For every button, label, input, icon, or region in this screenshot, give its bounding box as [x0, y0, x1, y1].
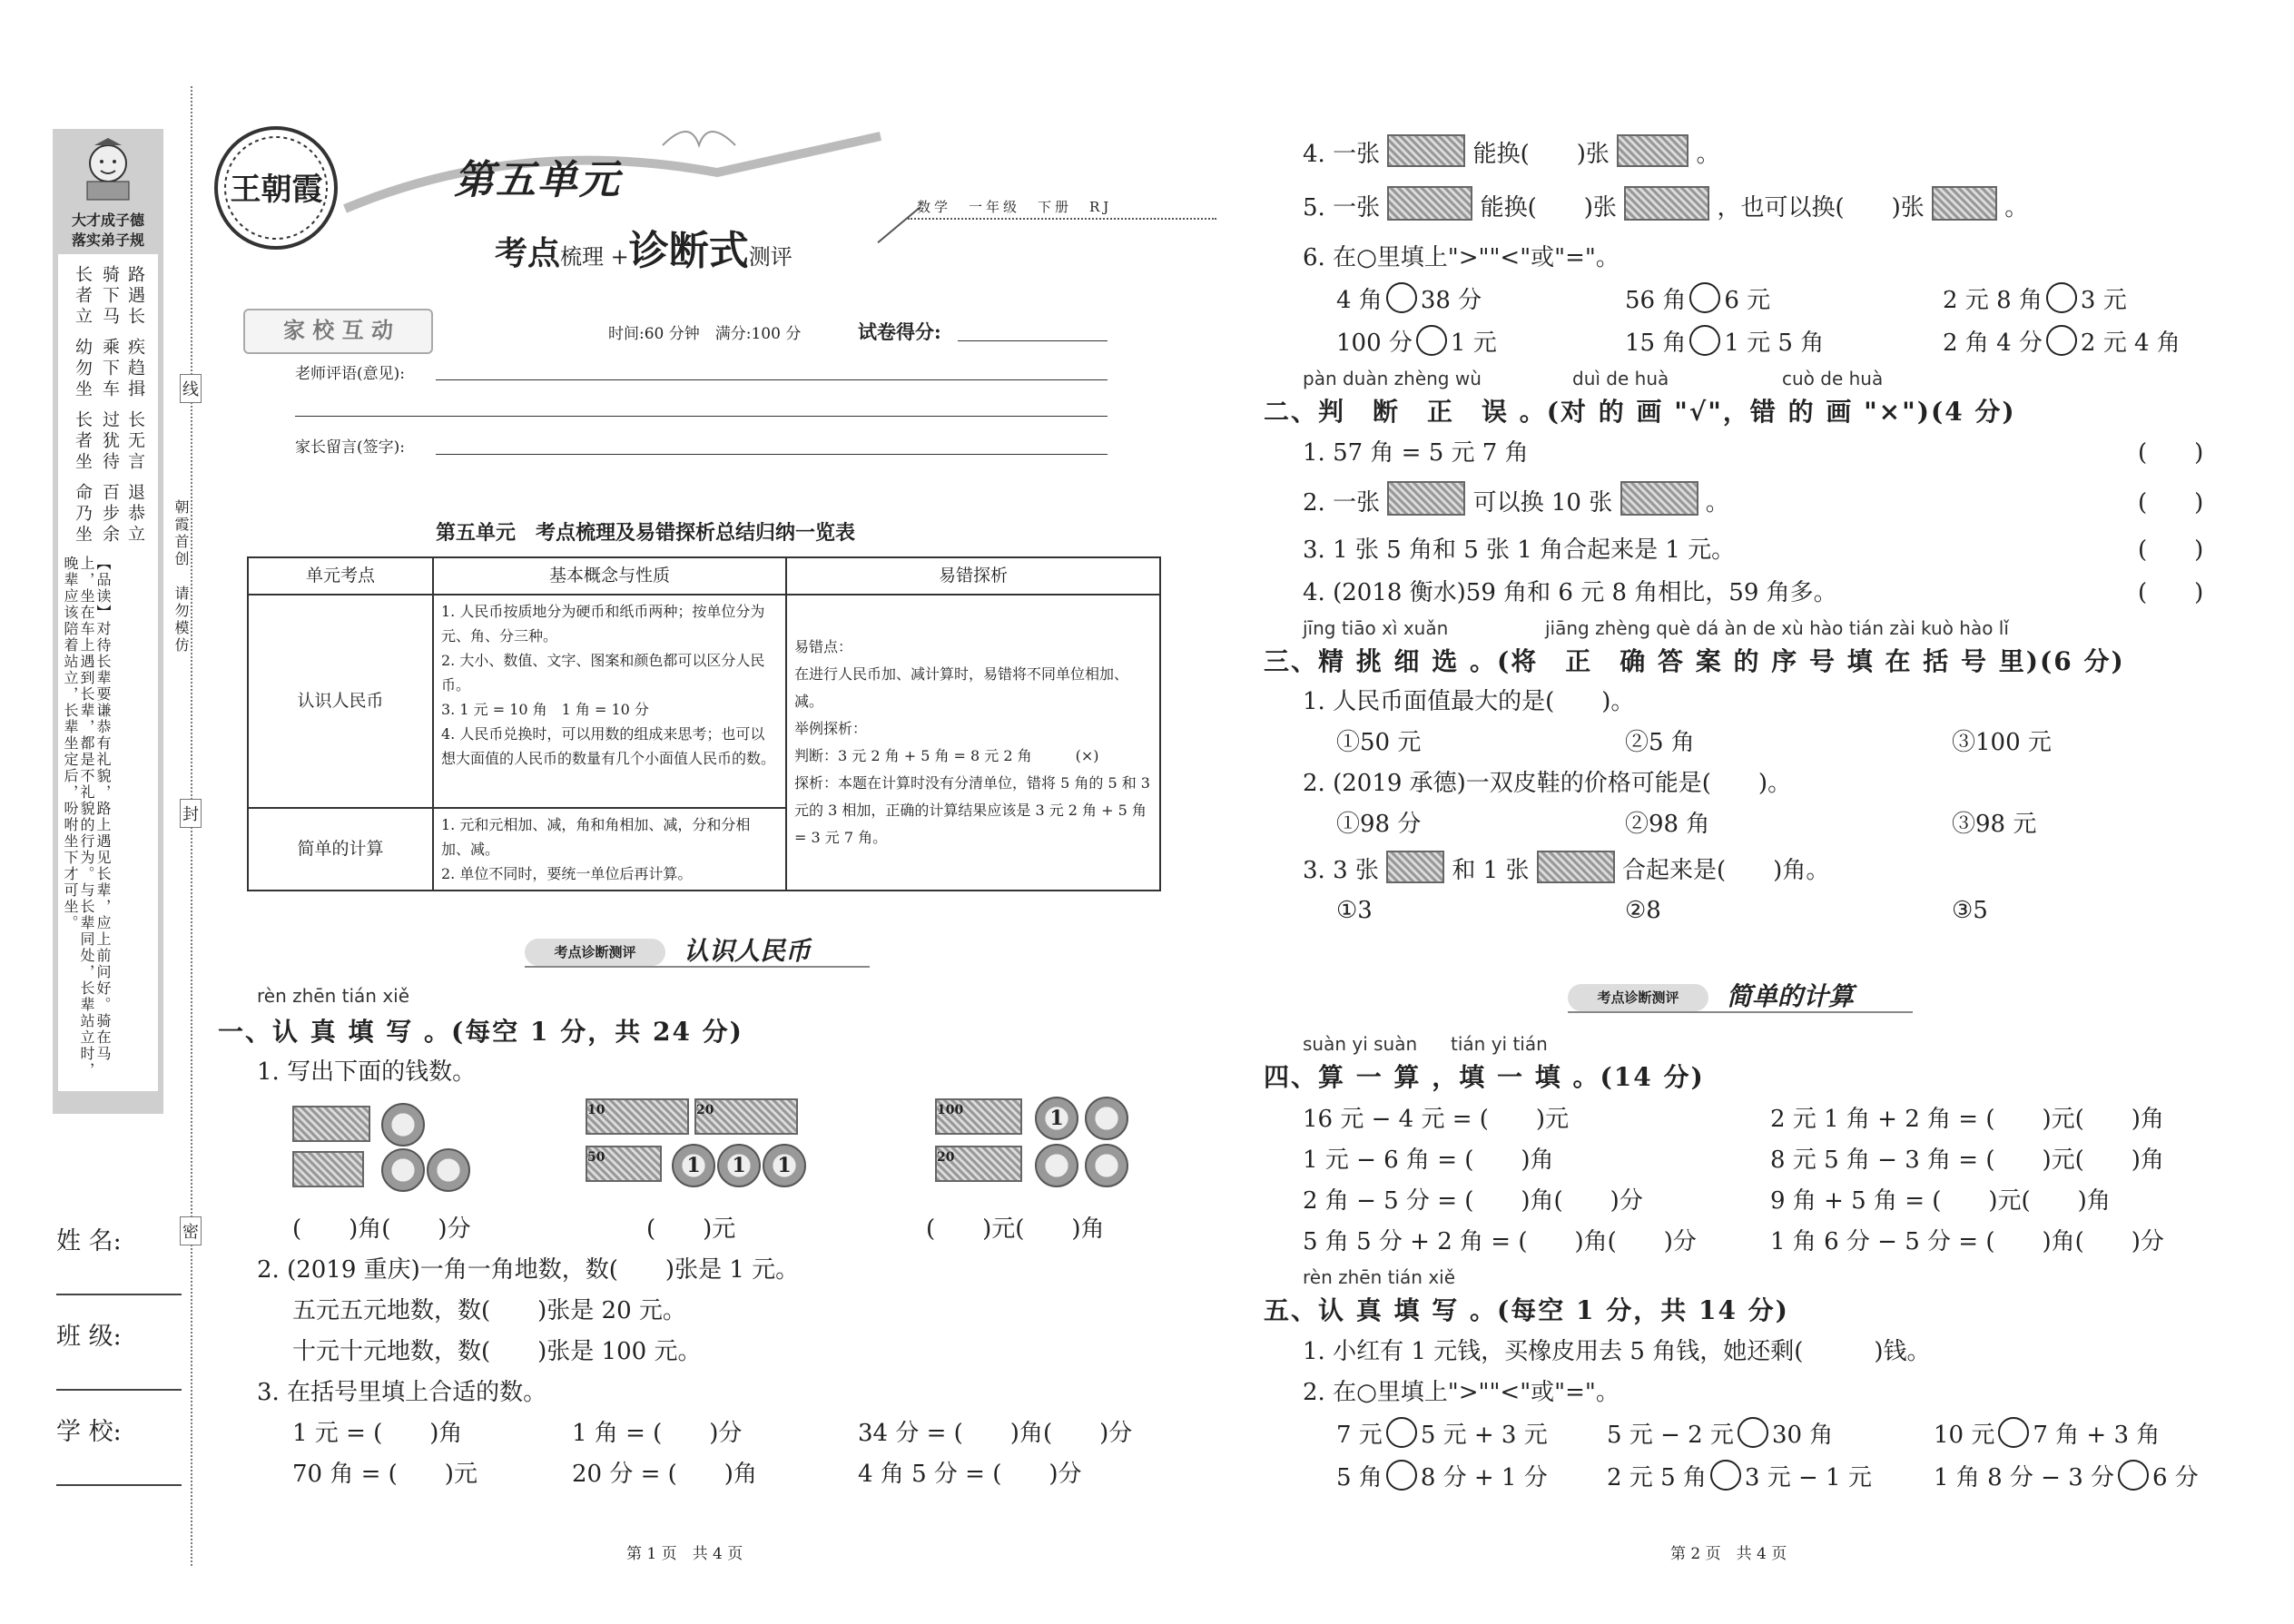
- score-label: 试卷得分:: [858, 320, 941, 343]
- q-text: 。: [1705, 489, 1729, 517]
- parent-field[interactable]: [436, 454, 1108, 455]
- calc-item[interactable]: 9 角 + 5 角 = ( )元( )角: [1770, 1187, 2111, 1215]
- question: 2. 在○里填上">""<"或"="。: [1303, 1379, 1620, 1406]
- brand-name: 王朝霞: [230, 172, 323, 208]
- question: [1303, 134, 1719, 169]
- compare-item[interactable]: [1625, 324, 1824, 358]
- fill-item[interactable]: 4 角 5 分 = ( )分: [858, 1461, 1082, 1488]
- question: 1. 小红有 1 元钱，买橡皮用去 5 角钱，她还剩( )钱。: [1303, 1338, 1931, 1365]
- option[interactable]: ①50 元: [1336, 729, 1422, 756]
- rhs: 8 分 + 1 分: [1420, 1464, 1548, 1491]
- table-header: 易错探析: [786, 557, 1160, 595]
- banknote-icon: [935, 1146, 1022, 1182]
- banner-arrow: [525, 966, 870, 968]
- option[interactable]: ①3: [1336, 897, 1373, 924]
- motto-top: 大才成子德: [71, 212, 144, 229]
- q-text: 。: [1696, 141, 1720, 168]
- coin-icon: [427, 1148, 470, 1192]
- option[interactable]: ③100 元: [1952, 729, 2052, 756]
- option[interactable]: ②5 角: [1625, 729, 1695, 756]
- banknote-icon: [292, 1151, 364, 1187]
- compare-circle[interactable]: [1386, 1460, 1417, 1491]
- table-concepts: 1. 人民币按质地分为硬币和纸币两种；按单位分为元、角、分三种。 2. 大小、数值、文字、图案和颜色都可以区分人民币。 3. 1 元 = 10 角 1 角 = 10 分 4. 人民币兑换时，可以用数的组成来思考；也可以想大面值的人民币的数量有几个小面值人民币的数。: [433, 595, 786, 808]
- rhs: 30 角: [1771, 1422, 1834, 1449]
- question: [1303, 481, 1729, 517]
- question: 1. 57 角 = 5 元 7 角: [1303, 439, 1529, 467]
- teacher-field[interactable]: [436, 379, 1108, 380]
- calc-item[interactable]: 1 角 6 分 − 5 分 = ( )角( )分: [1770, 1228, 2164, 1255]
- compare-circle[interactable]: [1689, 282, 1720, 313]
- lhs: 2 元 8 角: [1943, 287, 2043, 314]
- banner-title: 简单的计算: [1727, 981, 1855, 1011]
- banknote-icon: [1617, 134, 1689, 167]
- answer-blank[interactable]: ( )元: [646, 1216, 736, 1243]
- rhs: 1 元 5 角: [1724, 330, 1825, 357]
- banknote-icon: [1387, 481, 1465, 516]
- judge-blank[interactable]: ( ): [2138, 439, 2204, 467]
- summary-table: [247, 556, 1161, 891]
- option[interactable]: ③98 元: [1952, 811, 2037, 838]
- pinyin: jīng tiāo xì xuǎn: [1303, 617, 1449, 639]
- judge-blank[interactable]: ( ): [2138, 489, 2204, 517]
- section-banner: [1568, 980, 1913, 1015]
- question: 2. (2019 承德)一双皮鞋的价格可能是( )。: [1303, 770, 1792, 797]
- section-title: 四、算 一 算 ，填 一 填 。(14 分): [1264, 1062, 1705, 1092]
- copyright-note: 朝霞首创 请勿模仿: [172, 499, 190, 655]
- fill-item[interactable]: 20 分 = ( )角: [572, 1461, 757, 1488]
- compare-item[interactable]: [1607, 1459, 1872, 1492]
- calc-item[interactable]: 2 角 − 5 分 = ( )角( )分: [1303, 1187, 1643, 1215]
- rhs: 6 分: [2152, 1464, 2199, 1491]
- class-label: 班 级:: [56, 1323, 122, 1351]
- section-title: 二、判 断 正 误 。(对 的 画 "√"，错 的 画 "×")(4 分): [1264, 397, 2016, 427]
- question: 1. 人民币面值最大的是( )。: [1303, 688, 1635, 715]
- motto-bottom: 落实弟子规: [71, 231, 144, 249]
- compare-item[interactable]: [1336, 324, 1497, 358]
- lhs: 100 分: [1336, 330, 1413, 357]
- section-title: 一、认 真 填 写 。(每空 1 分，共 24 分): [218, 1017, 743, 1047]
- coin-icon: [1085, 1097, 1128, 1140]
- question: 2. (2019 重庆)一角一角地数，数( )张是 1 元。: [257, 1256, 800, 1284]
- pinyin: rèn zhēn tián xiě: [257, 985, 410, 1007]
- compare-circle[interactable]: [1710, 1460, 1741, 1491]
- question: 五元五元地数，数( )张是 20 元。: [292, 1297, 686, 1324]
- option[interactable]: ③5: [1952, 897, 1988, 924]
- banknote-icon: [1624, 186, 1709, 221]
- section-banner: [525, 935, 870, 969]
- teacher-field-line2[interactable]: [295, 416, 1108, 417]
- coin-icon: 1: [672, 1144, 715, 1187]
- poem-col: 疾趋揖: [125, 338, 145, 400]
- q-text: 3. 3 张: [1303, 857, 1379, 884]
- score-field[interactable]: [958, 340, 1108, 341]
- note-value: 10: [587, 1103, 605, 1117]
- rhs: 7 角 + 3 角: [2033, 1422, 2161, 1449]
- banknote-icon: [1620, 481, 1698, 516]
- home-school-label: 家 校 互 动: [243, 309, 433, 354]
- pinyin: duì de huà: [1572, 368, 1669, 389]
- reading-text: 【品读】对待长辈要谦恭有礼貌，路上遇见长辈，应上前问好。骑在马上，坐在车上遇到长辈，都是不礼貌的行为。与长辈同处，长辈站立时，晚辈应该陪着站立，长辈坐定后，吩咐坐下才可坐。: [62, 556, 112, 1078]
- lhs: 15 角: [1625, 330, 1687, 357]
- coin-icon: [381, 1148, 425, 1192]
- teacher-label: 老师评语(意见):: [295, 365, 405, 383]
- lhs: 1 角 8 分 − 3 分: [1934, 1464, 2114, 1491]
- compare-circle[interactable]: [1738, 1417, 1768, 1448]
- rhs: 3 元 − 1 元: [1744, 1464, 1872, 1491]
- poem-col: 百步余: [100, 483, 120, 546]
- coin-icon: [1035, 1144, 1078, 1187]
- calc-item[interactable]: 1 元 − 6 角 = ( )角: [1303, 1147, 1554, 1174]
- compare-item[interactable]: [1336, 281, 1482, 315]
- compare-circle[interactable]: [2046, 282, 2077, 313]
- q-text: 4. 一张: [1303, 141, 1381, 168]
- calc-item[interactable]: 5 角 5 分 + 2 角 = ( )角( )分: [1303, 1228, 1697, 1255]
- poem-col: 命乃坐: [73, 483, 93, 546]
- calc-item[interactable]: 16 元 − 4 元 = ( )元: [1303, 1106, 1570, 1133]
- table-pitfall: 易错点： 在进行人民币加、减计算时，易错将不同单位相加、减。 举例探析： 判断：3 元 2 角 + 5 角 = 8 元 2 角 (×) 探析：本题在计算时没有分清单位，错将 5 角的 5 和 3 元的 3 相加，正确的计算结果应该是 3 元 2 角 + 5 角 = 3 元 7 角。: [786, 595, 1160, 891]
- poem-col: 长者立: [73, 265, 93, 328]
- poem-col: 骑下马: [100, 265, 120, 328]
- note-value: 50: [587, 1150, 605, 1165]
- poem-col: 幼勿坐: [73, 338, 93, 400]
- fill-item[interactable]: 1 元 = ( )角: [292, 1420, 463, 1447]
- poem-col: 过犹待: [100, 410, 120, 473]
- time-info: 时间:60 分钟 满分:100 分: [608, 325, 802, 343]
- table-topic: 简单的计算: [248, 808, 433, 891]
- q-text: 2. 一张: [1303, 489, 1381, 517]
- unit-title: 第五单元: [454, 157, 621, 203]
- lhs: 10 元: [1934, 1422, 1995, 1449]
- question: 十元十元地数，数( )张是 100 元。: [292, 1338, 702, 1365]
- coin-icon: 1: [1035, 1097, 1078, 1140]
- parent-label: 家长留言(签字):: [295, 438, 405, 457]
- question: 1. 写出下面的钱数。: [257, 1058, 477, 1086]
- coin-icon: 1: [717, 1144, 761, 1187]
- pinyin: rèn zhēn tián xiě: [1303, 1266, 1456, 1288]
- compare-circle[interactable]: [2118, 1460, 2149, 1491]
- q-text: 和 1 张: [1452, 857, 1530, 884]
- pinyin: jiāng zhèng què dá àn de xù hào tián zài kuò hào lǐ: [1545, 617, 2009, 639]
- divider: [908, 218, 1216, 220]
- banner-title: 认识人民币: [684, 936, 812, 966]
- note-value: 100: [937, 1103, 964, 1117]
- fill-item[interactable]: 70 角 = ( )元: [292, 1461, 478, 1488]
- question: 4. (2018 衡水)59 角和 6 元 8 角相比，59 角多。: [1303, 579, 1837, 606]
- rhs: 3 元: [2080, 287, 2127, 314]
- judge-blank[interactable]: ( ): [2138, 536, 2204, 564]
- compare-circle[interactable]: [2046, 325, 2077, 356]
- margin-strip: [53, 129, 163, 1114]
- lhs: 2 元 5 角: [1607, 1464, 1707, 1491]
- q-text: 合起来是( )角。: [1622, 857, 1830, 884]
- subtitle-part: 诊断式: [628, 228, 749, 274]
- banknote-icon: [935, 1098, 1022, 1135]
- q-text: 能换( )张: [1472, 141, 1610, 168]
- coin-icon: 1: [763, 1144, 806, 1187]
- mascot-icon: [76, 136, 140, 202]
- banknote-icon: [694, 1098, 798, 1135]
- lhs: 5 角: [1336, 1464, 1383, 1491]
- subtitle: [495, 218, 793, 276]
- rhs: 6 元: [1724, 287, 1771, 314]
- lhs: 4 角: [1336, 287, 1383, 314]
- rhs: 2 元 4 角: [2080, 330, 2181, 357]
- note-value: 20: [696, 1103, 714, 1117]
- pinyin: cuò de huà: [1782, 368, 1884, 389]
- compare-item[interactable]: [1336, 1459, 1548, 1492]
- banknote-icon: [586, 1146, 662, 1182]
- pinyin: pàn duàn zhèng wù: [1303, 368, 1482, 389]
- banknote-icon: [1932, 186, 1997, 221]
- banknote-icon: [1387, 186, 1472, 221]
- compare-item[interactable]: [1943, 324, 2181, 358]
- compare-item[interactable]: [1943, 281, 2127, 315]
- compare-circle[interactable]: [1416, 325, 1447, 356]
- q-text: 可以换 10 张: [1472, 489, 1613, 517]
- banknote-icon: [1386, 851, 1444, 883]
- course-tag: 数学 一年级 下册 RJ: [917, 199, 1113, 215]
- name-field[interactable]: [56, 1294, 182, 1295]
- option[interactable]: ②8: [1625, 897, 1661, 924]
- lhs: 2 角 4 分: [1943, 330, 2043, 357]
- q-text: ，也可以换( )张: [1717, 194, 1925, 221]
- poem-col: 长者坐: [73, 410, 93, 473]
- compare-circle[interactable]: [1689, 325, 1720, 356]
- fold-mark: 线: [180, 374, 202, 403]
- pinyin: tián yi tián: [1451, 1033, 1548, 1055]
- poem-col: 路遇长: [125, 265, 145, 328]
- judge-blank[interactable]: ( ): [2138, 579, 2204, 606]
- school-field[interactable]: [56, 1484, 182, 1486]
- table-header: 基本概念与性质: [433, 557, 786, 595]
- note-value: 20: [937, 1150, 955, 1165]
- section-title: 三、精 挑 细 选 。(将 正 确 答 案 的 序 号 填 在 括 号 里)(6 分): [1264, 646, 2125, 676]
- option[interactable]: ②98 角: [1625, 811, 1710, 838]
- lhs: 56 角: [1625, 287, 1687, 314]
- page-footer: 第 2 页 共 4 页: [1670, 1545, 1787, 1563]
- rhs: 5 元 + 3 元: [1420, 1422, 1548, 1449]
- school-label: 学 校:: [56, 1418, 122, 1446]
- coin-icon: [1085, 1144, 1128, 1187]
- question: 3. 1 张 5 角和 5 张 1 角合起来是 1 元。: [1303, 536, 1736, 564]
- table-topic: 认识人民币: [248, 595, 433, 808]
- calc-item[interactable]: 8 元 5 角 − 3 角 = ( )元( )角: [1770, 1147, 2164, 1174]
- fold-mark: 密: [180, 1216, 202, 1245]
- coin-icon: [381, 1103, 425, 1147]
- compare-item[interactable]: [1625, 281, 1770, 315]
- subtitle-part: 考点: [495, 234, 561, 272]
- banknote-icon: [1387, 134, 1465, 167]
- poem-col: 长无言: [125, 410, 145, 473]
- question: 6. 在○里填上">""<"或"="。: [1303, 244, 1620, 271]
- q-text: 5. 一张: [1303, 194, 1381, 221]
- pinyin: suàn yi suàn: [1303, 1033, 1418, 1055]
- banknote-icon: [1537, 851, 1615, 883]
- banknote-icon: [586, 1098, 689, 1135]
- banner-tag: 考点诊断测评: [1568, 984, 1708, 1011]
- question: [1303, 186, 2028, 222]
- rhs: 38 分: [1420, 287, 1482, 314]
- table-header: 单元考点: [248, 557, 433, 595]
- fold-mark: 封: [180, 799, 202, 828]
- lhs: 5 元 − 2 元: [1607, 1422, 1734, 1449]
- compare-circle[interactable]: [1386, 1417, 1417, 1448]
- answer-blank[interactable]: ( )角( )分: [292, 1216, 471, 1243]
- compare-item[interactable]: [1934, 1416, 2160, 1450]
- summary-title: 第五单元 考点梳理及易错探析总结归纳一览表: [436, 521, 856, 545]
- compare-circle[interactable]: [1386, 282, 1417, 313]
- subtitle-part: 梳理 +: [560, 244, 629, 270]
- brand-logo: [211, 123, 342, 254]
- compare-circle[interactable]: [1998, 1417, 2029, 1448]
- lhs: 7 元: [1336, 1422, 1383, 1449]
- section-title: 五、认 真 填 写 。(每空 1 分，共 14 分): [1264, 1295, 1789, 1325]
- compare-item[interactable]: [1336, 1416, 1548, 1450]
- page-footer: 第 1 页 共 4 页: [626, 1545, 743, 1563]
- q-text: 。: [2004, 194, 2029, 221]
- fill-item[interactable]: 1 角 = ( )分: [572, 1420, 743, 1447]
- class-field[interactable]: [56, 1389, 182, 1391]
- subtitle-part: 测评: [748, 244, 793, 270]
- option[interactable]: ①98 分: [1336, 811, 1422, 838]
- compare-item[interactable]: [1934, 1459, 2199, 1492]
- banner-tag: 考点诊断测评: [525, 939, 665, 966]
- compare-item[interactable]: [1607, 1416, 1833, 1450]
- question: 3. 在括号里填上合适的数。: [257, 1379, 547, 1406]
- name-label: 姓 名:: [56, 1227, 122, 1255]
- poem-col: 退恭立: [125, 483, 145, 546]
- poem-col: 乘下车: [100, 338, 120, 400]
- q-text: 能换( )张: [1480, 194, 1617, 221]
- calc-item[interactable]: 2 元 1 角 + 2 角 = ( )元( )角: [1770, 1106, 2164, 1133]
- answer-blank[interactable]: ( )元( )角: [926, 1216, 1105, 1243]
- question: [1303, 851, 1829, 885]
- rhs: 1 元: [1450, 330, 1497, 357]
- banner-arrow: [1568, 1011, 1913, 1013]
- banknote-icon: [292, 1106, 370, 1142]
- table-concepts: 1. 元和元相加、减，角和角相加、减，分和分相加、减。 2. 单位不同时，要统一单位后再计算。: [433, 808, 786, 891]
- fill-item[interactable]: 34 分 = ( )角( )分: [858, 1420, 1133, 1447]
